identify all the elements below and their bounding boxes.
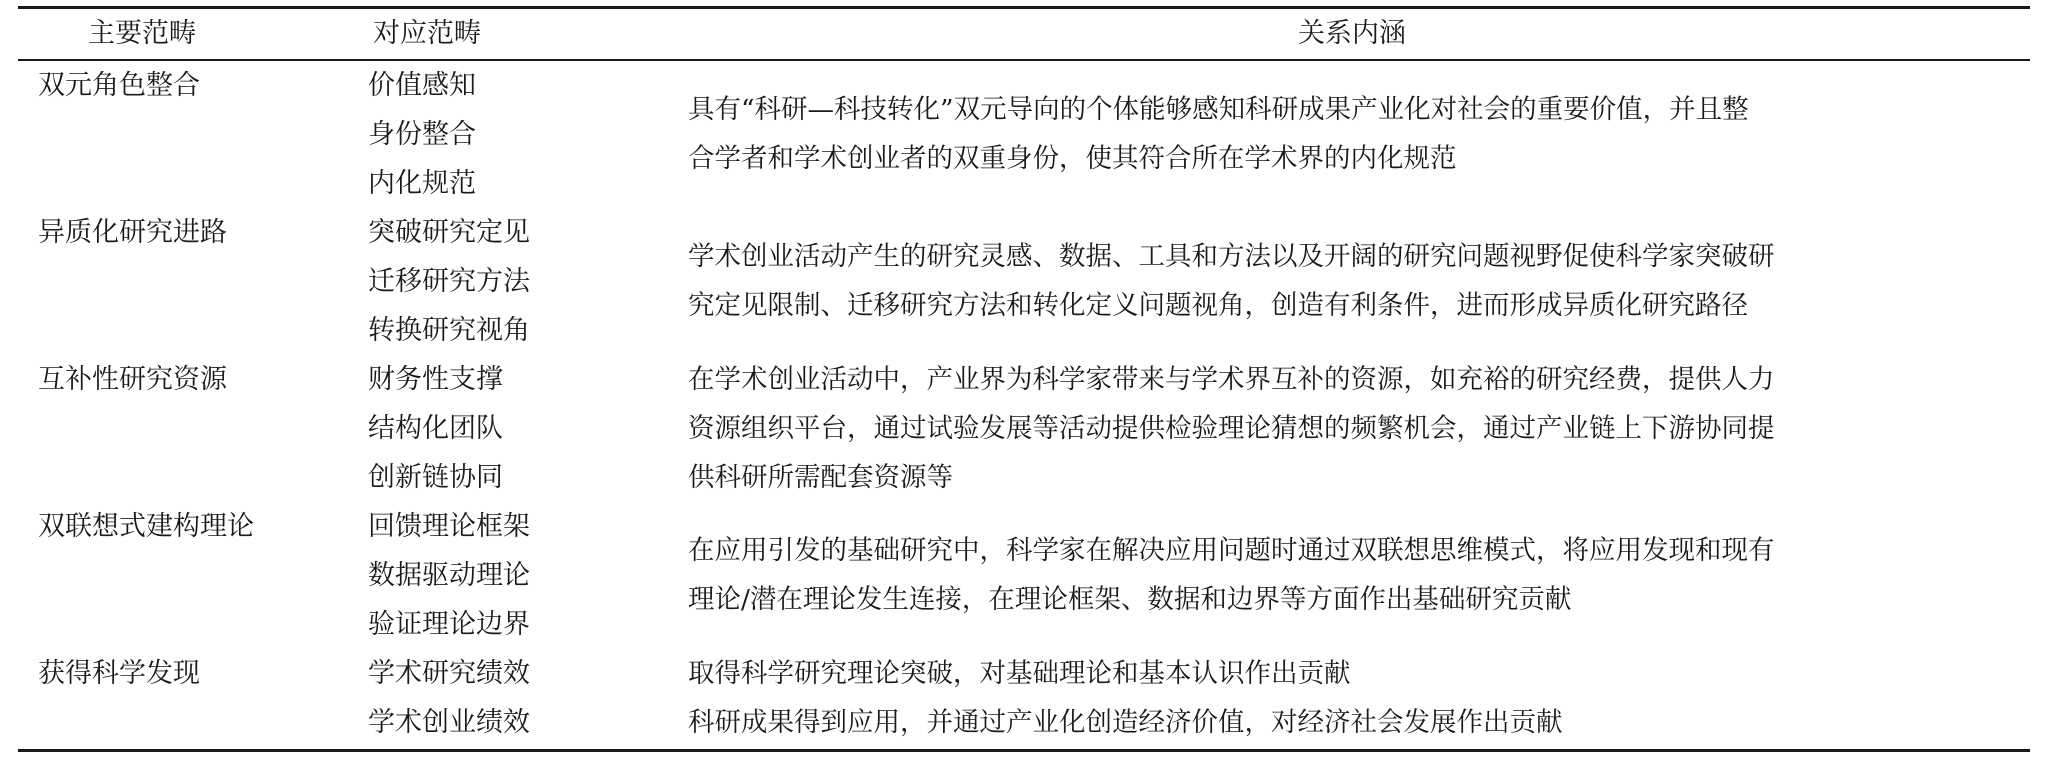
- corresponding-categories: [368, 208, 530, 355]
- relation-line: 取得科学研究理论突破，对基础理论和基本认识作出贡献: [688, 658, 1351, 689]
- header-relation: 关系内涵: [1298, 18, 1406, 49]
- relation-line: 合学者和学术创业者的双重身份，使其符合所在学术界的内化规范: [688, 143, 1457, 174]
- main-category: 获得科学发现: [38, 658, 200, 689]
- corresponding-item: 数据驱动理论: [368, 560, 530, 591]
- corresponding-item: 学术研究绩效: [368, 658, 530, 689]
- main-category: 双元角色整合: [38, 70, 200, 101]
- relation-line: 在学术创业活动中，产业界为科学家带来与学术界互补的资源，如充裕的研究经费，提供人力: [688, 364, 1775, 395]
- corresponding-item: 价值感知: [368, 70, 476, 101]
- table-body: [18, 61, 2030, 749]
- relation-line: 究定见限制、迁移研究方法和转化定义问题视角，创造有利条件，进而形成异质化研究路径: [688, 290, 1748, 321]
- table-row: [18, 502, 2030, 649]
- relation-text: [688, 526, 2023, 624]
- relation-line: 供科研所需配套资源等: [688, 462, 953, 493]
- relation-line: 资源组织平台，通过试验发展等活动提供检验理论猜想的频繁机会，通过产业链上下游协同提: [688, 413, 1775, 444]
- table-bottom-rule: [18, 749, 2030, 752]
- table-row: [18, 61, 2030, 208]
- corresponding-item: 验证理论边界: [368, 609, 530, 640]
- relation-text: [688, 232, 2023, 330]
- corresponding-item: 迁移研究方法: [368, 266, 530, 297]
- relation-line: 学术创业活动产生的研究灵感、数据、工具和方法以及开阔的研究问题视野促使科学家突破研: [688, 241, 1775, 272]
- relation-text: [688, 355, 2023, 502]
- table-row: [18, 355, 2030, 502]
- corresponding-item: 转换研究视角: [368, 315, 530, 346]
- relation-text: [688, 85, 2023, 183]
- table-row: [18, 649, 2030, 749]
- relation-line: 在应用引发的基础研究中，科学家在解决应用问题时通过双联想思维模式，将应用发现和现有: [688, 535, 1775, 566]
- table-header: [18, 9, 2030, 59]
- main-category: 异质化研究进路: [38, 217, 227, 248]
- corresponding-item: 学术创业绩效: [368, 707, 530, 738]
- corresponding-categories: [368, 649, 530, 747]
- relation-line: 理论/潜在理论发生连接，在理论框架、数据和边界等方面作出基础研究贡献: [688, 584, 1572, 615]
- table-row: [18, 208, 2030, 355]
- corresponding-categories: [368, 355, 503, 502]
- corresponding-item: 突破研究定见: [368, 217, 530, 248]
- relation-line: 具有“科研—科技转化”双元导向的个体能够感知科研成果产业化对社会的重要价值，并且整: [688, 94, 1749, 125]
- corresponding-item: 结构化团队: [368, 413, 503, 444]
- corresponding-item: 创新链协同: [368, 462, 503, 493]
- corresponding-item: 身份整合: [368, 119, 476, 150]
- main-category: 双联想式建构理论: [38, 511, 254, 542]
- corresponding-categories: [368, 502, 530, 649]
- header-corresponding-category: 对应范畴: [373, 18, 481, 49]
- corresponding-item: 财务性支撑: [368, 364, 503, 395]
- main-category: 互补性研究资源: [38, 364, 227, 395]
- header-main-category: 主要范畴: [88, 18, 196, 49]
- corresponding-item: 内化规范: [368, 168, 476, 199]
- category-table: [18, 6, 2030, 752]
- relation-line: 科研成果得到应用，并通过产业化创造经济价值，对经济社会发展作出贡献: [688, 707, 1563, 738]
- relation-text: [688, 649, 2023, 747]
- corresponding-item: 回馈理论框架: [368, 511, 530, 542]
- corresponding-categories: [368, 61, 476, 208]
